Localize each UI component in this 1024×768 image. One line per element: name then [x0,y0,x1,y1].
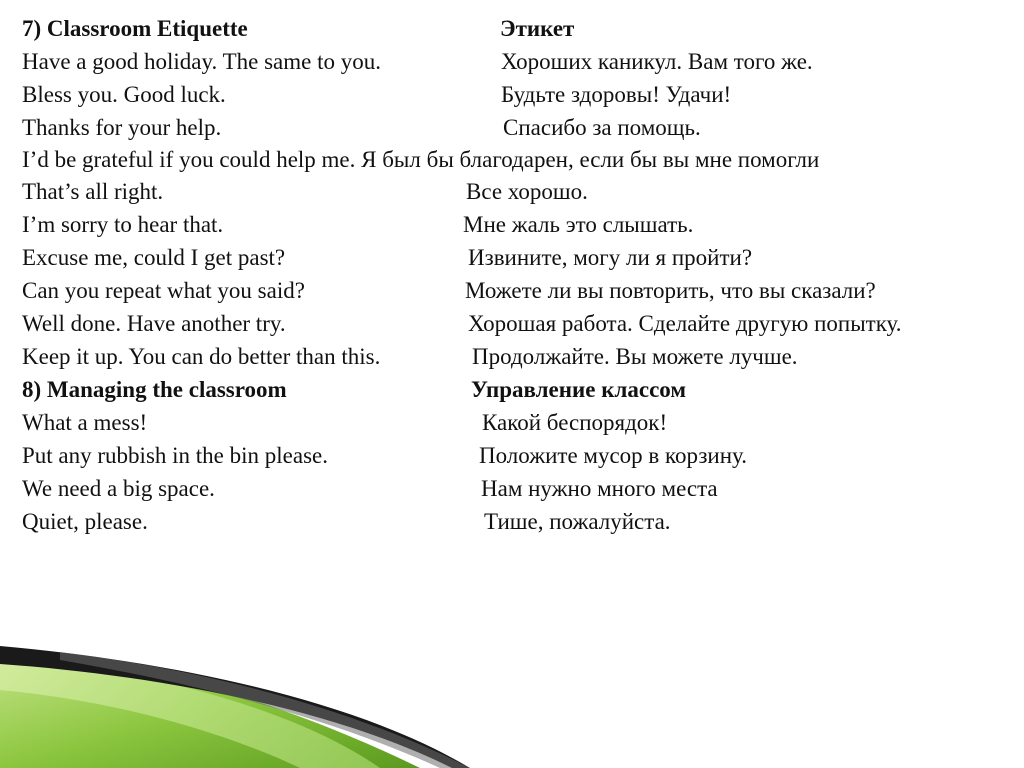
phrase-en: I’m sorry to hear that. [22,212,224,237]
heading-ru: Управление классом [471,377,687,402]
phrase-ru: Спасибо за помощь. [503,115,701,140]
phrase-en: Quiet, please. [22,509,148,534]
heading-en: 8) Managing the classroom [22,377,287,402]
phrase-row [22,505,1012,538]
phrase-en: Bless you. Good luck. [22,82,226,107]
phrase-ru: Хорошая работа. Сделайте другую попытку. [468,311,902,336]
phrase-ru: Нам нужно много места [481,476,718,501]
phrase-ru: Тише, пожалуйста. [484,509,671,534]
phrase-ru: Можете ли вы повторить, что вы сказали? [465,278,876,303]
phrase-en: That’s all right. [22,179,164,204]
phrase-row [22,208,1012,241]
section-heading-etiquette [22,12,1012,45]
phrase-en: Can you repeat what you said? [22,278,305,303]
phrase-en: We need a big space. [22,476,215,501]
phrase-en: What a mess! [22,410,148,435]
phrase-ru: Будьте здоровы! Удачи! [501,82,732,107]
phrase-ru: Хороших каникул. Вам того же. [501,49,813,74]
phrase-en: Thanks for your help. [22,115,222,140]
phrase-en: Have a good holiday. The same to you. [22,49,381,74]
phrase-en: Put any rubbish in the bin please. [22,443,328,468]
phrase-row [22,78,1012,111]
phrase-en: Keep it up. You can do better than this. [22,344,381,369]
phrase-row [22,406,1012,439]
phrase-en: Well done. Have another try. [22,311,286,336]
phrase-row-wrapped: I’d be grateful if you could help me. Я был бы благодарен, если бы вы мне помогли [22,147,820,172]
phrase-row [22,340,1012,373]
phrase-en: Excuse me, could I get past? [22,245,286,270]
phrase-row [22,175,1012,208]
phrase-ru: Продолжайте. Вы можете лучше. [472,344,798,369]
section-heading-managing [22,373,1012,406]
phrase-ru: Положите мусор в корзину. [479,443,747,468]
phrase-row [22,241,1012,274]
heading-ru: Этикет [500,16,575,41]
heading-en: 7) Classroom Etiquette [22,16,248,41]
phrase-row [22,307,1012,340]
phrase-ru: Какой беспорядок! [482,410,668,435]
phrase-row [22,45,1012,78]
phrase-row [22,274,1012,307]
phrase-ru: Мне жаль это слышать. [463,212,694,237]
phrase-ru: Все хорошо. [466,179,588,204]
phrase-list [22,12,1012,538]
phrase-row [22,439,1012,472]
phrase-row [22,111,1012,144]
phrase-row [22,472,1012,505]
phrase-ru: Извините, могу ли я пройти? [468,245,753,270]
